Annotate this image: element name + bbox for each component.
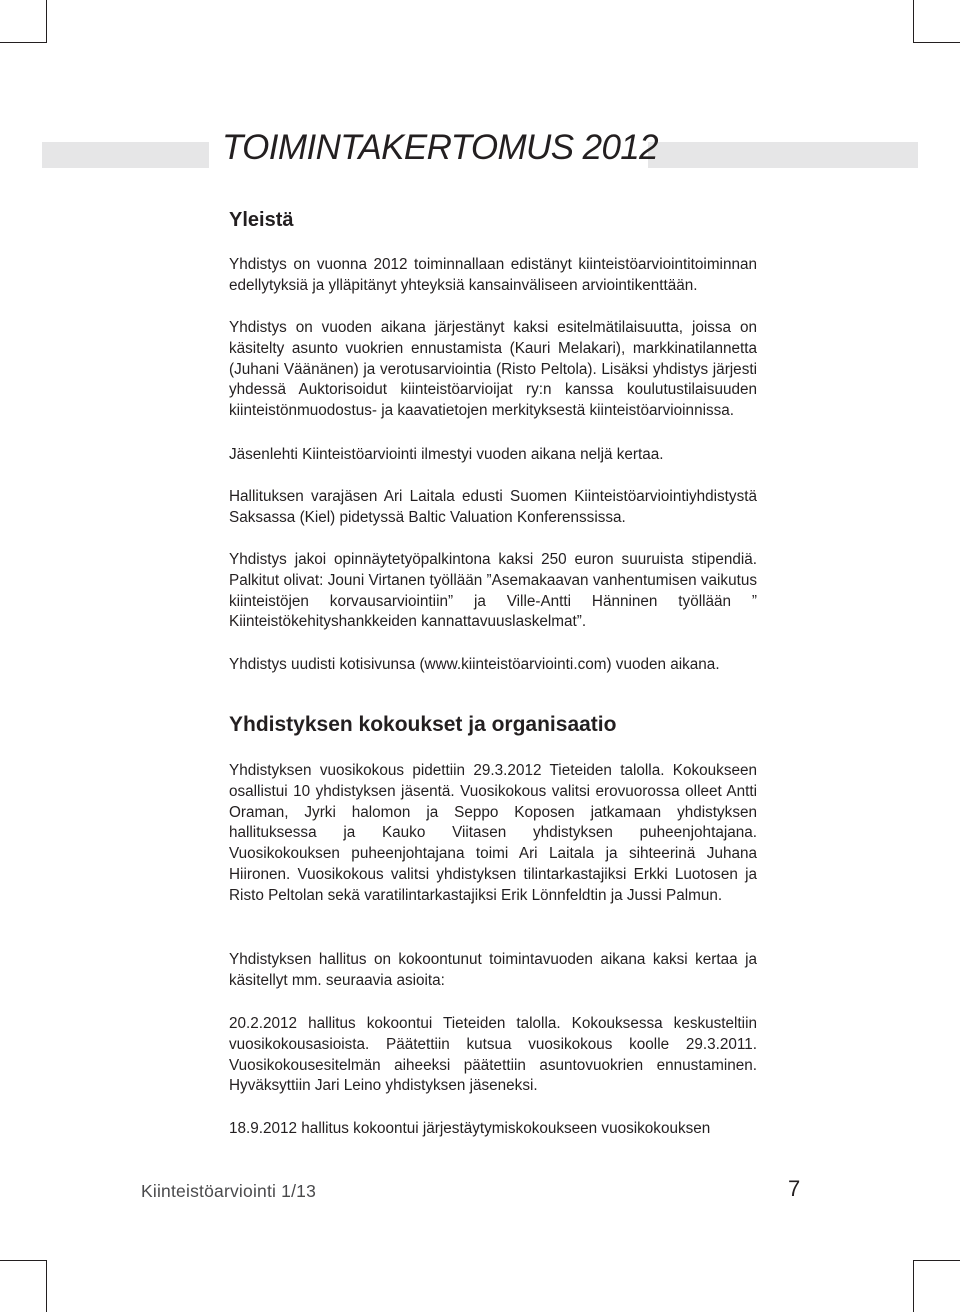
footer-publication: Kiinteistöarviointi 1/13	[141, 1181, 317, 1201]
page-number: 7	[788, 1176, 801, 1201]
crop-mark	[913, 1260, 960, 1261]
paragraph: Hallituksen varajäsen Ari Laitala edusti Suomen Kiinteistöarviointiyhdistystä Saksassa (Kiel) pidetyssä Baltic Valuation Konferenssissa.	[229, 488, 757, 526]
paragraph: Yhdistys uudisti kotisivunsa (www.kiinteistöarviointi.com) vuoden aikana.	[229, 656, 720, 673]
crop-mark	[46, 1260, 47, 1312]
paragraph: Yhdistyksen hallitus on kokoontunut toimintavuoden aikana kaksi kertaa ja käsitellyt mm. seuraavia asioita:	[229, 951, 757, 989]
title-bar-right	[648, 142, 918, 168]
title-bar-left	[42, 142, 209, 168]
page-title: TOIMINTAKERTOMUS 2012	[222, 128, 659, 167]
section-heading-yleista: Yleistä	[229, 209, 294, 231]
section-heading-kokoukset: Yhdistyksen kokoukset ja organisaatio	[229, 713, 617, 736]
crop-mark	[913, 42, 960, 43]
paragraph: 18.9.2012 hallitus kokoontui järjestäytymiskokoukseen vuosikokouksen	[229, 1120, 711, 1137]
paragraph: Yhdistys on vuoden aikana järjestänyt kaksi esitelmätilaisuutta, joissa on käsitelty asunto vuokrien ennustamista (Kauri Melakari), markkinatilannetta (Juhani Väänänen) ja verotusarviointia (Risto Peltola). Lisäksi yhdistys järjesti yhdessä Auktorisoidut kiinteistöarvioijat ry:n kanssa koulutustilaisuuden kiinteistönmuodostus- ja kaavatietojen merkityksestä kiinteistöarvioinnissa.	[229, 319, 757, 420]
crop-mark	[913, 0, 914, 42]
crop-mark	[0, 42, 47, 43]
paragraph: Yhdistyksen vuosikokous pidettiin 29.3.2012 Tieteiden talolla. Kokoukseen osallistui 10 yhdistyksen jäsentä. Vuosikokous valitsi erovuorossa olleet Antti Oraman, Jyrki halomon ja Seppo Koposen jatkamaan yhdistyksen hallituksessa ja Kauko Viitasen yhdistyksen puheenjohtajana. Vuosikokouksen puheenjohtajana toimi Ari Laitala ja sihteerinä Juhana Hiironen. Vuosikokous valitsi yhdistyksen tilintarkastajiksi Erkki Luotosen ja Risto Peltolan sekä varatilintarkastajiksi Erik Lönnfeldtin ja Jussi Palmun.	[229, 762, 757, 904]
crop-mark	[0, 1260, 47, 1261]
paragraph: Yhdistys on vuonna 2012 toiminnallaan edistänyt kiinteistöarviointitoiminnan edellytyksiä ja ylläpitänyt yhteyksiä kansainväliseen arviointikenttään.	[229, 256, 757, 294]
paragraph: 20.2.2012 hallitus kokoontui Tieteiden talolla. Kokouksessa keskusteltiin vuosikokousasioista. Päätettiin kutsua vuosikokous koolle 29.3.2011. Vuosikokousesitelmän aiheeksi päätettiin asuntovuokrien ennustaminen. Hyväksyttiin Jari Leino yhdistyksen jäseneksi.	[229, 1015, 757, 1095]
paragraph: Yhdistys jakoi opinnäytetyöpalkintona kaksi 250 euron suuruista stipendiä. Palkitut olivat: Jouni Virtanen työllään ”Asemakaavan vanhentumisen vaikutus kiinteistöjen korvausarviointiin” ja Ville-Antti Hänninen työllään ” Kiinteistökehityshankkeiden kannattavuuslaskelmat”.	[229, 551, 757, 631]
paragraph: Jäsenlehti Kiinteistöarviointi ilmestyi vuoden aikana neljä kertaa.	[229, 446, 664, 463]
crop-mark	[46, 0, 47, 42]
crop-mark	[913, 1260, 914, 1312]
